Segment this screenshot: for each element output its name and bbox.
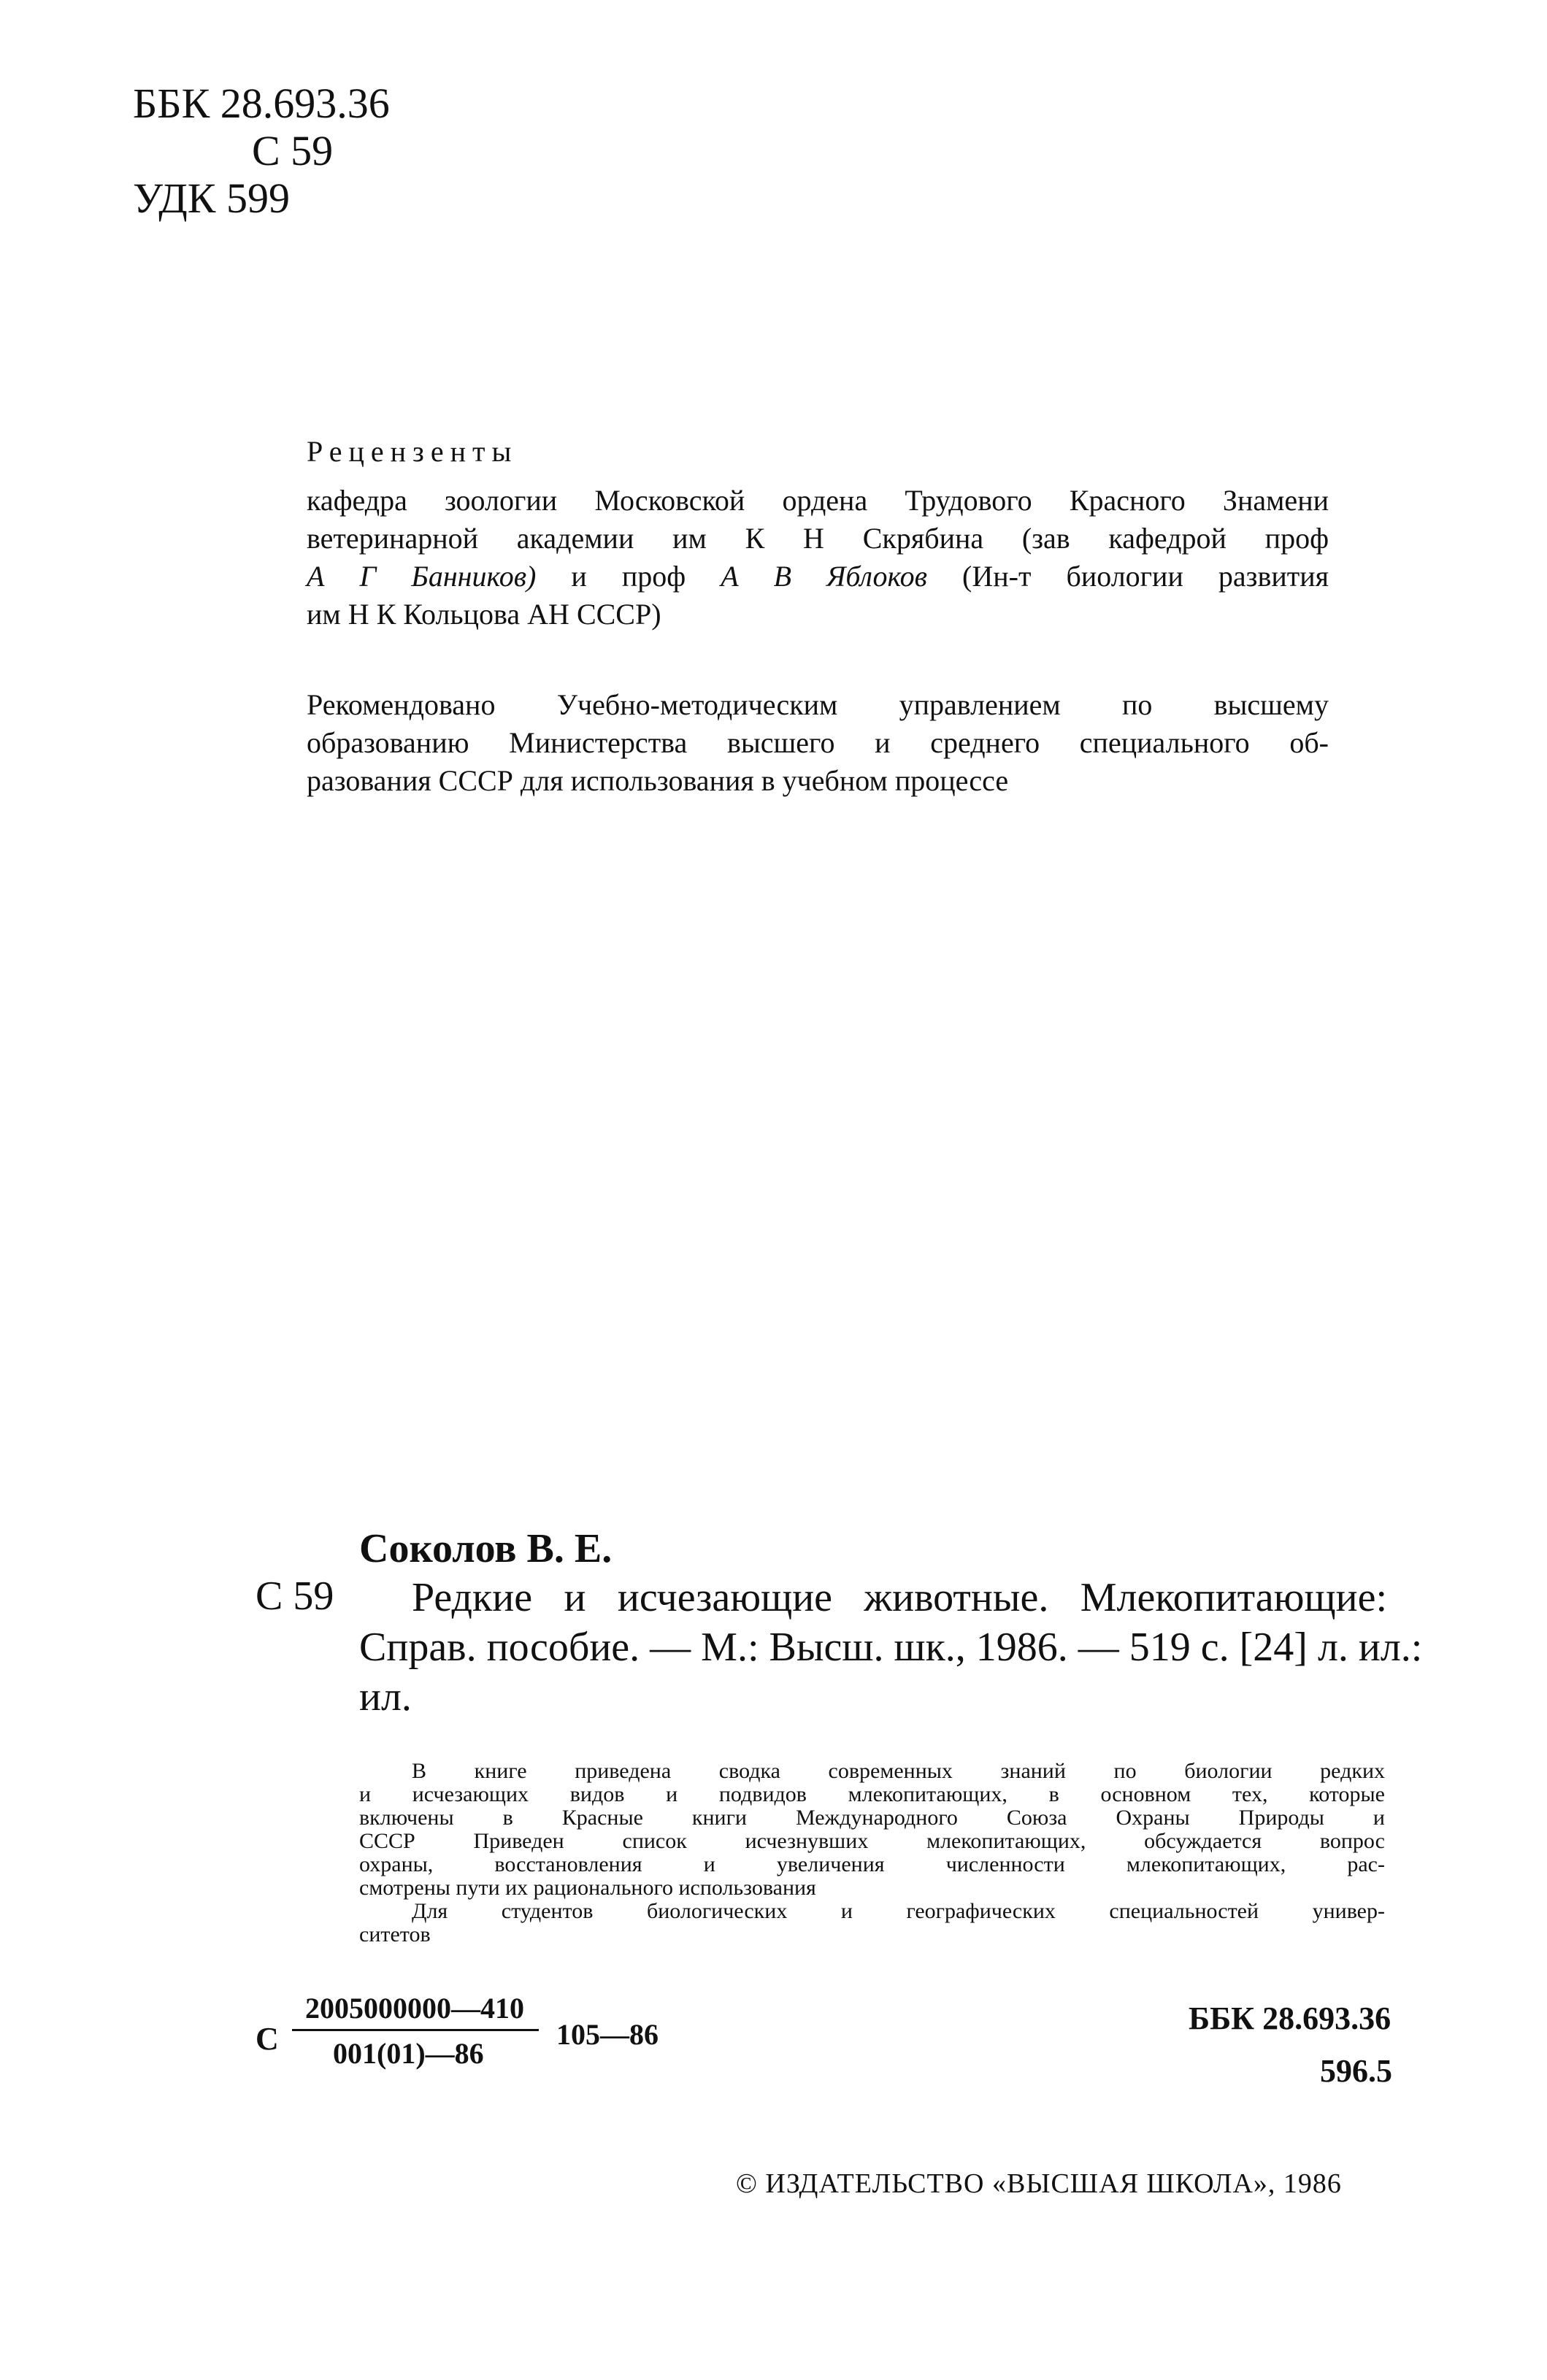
annotation-line: смотрены пути их рационального использования	[359, 1876, 816, 1900]
reviewers-line: (Ин-т биологии развития	[962, 560, 1329, 593]
recommendation-line: Рекомендовано Учебно-методическим управлением по высшему	[307, 688, 1329, 721]
book-author: Соколов В. Е.	[359, 1526, 613, 1571]
annotation-line: В книге приведена сводка современных знаний по биологии редких	[412, 1759, 1385, 1783]
reviewers-connector: и проф	[571, 560, 686, 593]
reviewers-line-mixed	[307, 558, 1329, 596]
recommendation-line: образованию Министерства высшего и среднего специального об-	[307, 726, 1329, 759]
reviewers-heading: Рецензенты	[307, 435, 518, 468]
recommendation-block	[307, 686, 1329, 800]
reviewers-line: ветеринарной академии им К Н Скрябина (зав кафедрой проф	[307, 522, 1329, 555]
catalog-order: 105—86	[556, 2018, 659, 2051]
catalog-numerator: 2005000000—410	[305, 1992, 524, 2025]
catalog-denominator: 001(01)—86	[333, 2037, 484, 2070]
author-mark: С 59	[252, 127, 334, 174]
bib-line: Редкие и исчезающие животные. Млекопитающие:	[412, 1575, 1387, 1620]
call-number: С 59	[256, 1574, 334, 1619]
reviewer-name-italic: А Г Банников)	[307, 560, 537, 593]
udk-index: УДК 599	[133, 174, 290, 222]
bbk-index-bottom: ББК 28.693.36	[1189, 2000, 1391, 2036]
annotation-line: СССР Приведен список исчезнувших млекопитающих, обсуждается вопрос	[359, 1829, 1385, 1853]
annotation-line: и исчезающих видов и подвидов млекопитающих, в основном тех, которые	[359, 1782, 1385, 1806]
annotation-line: включены в Красные книги Международного Союза Охраны Природы и	[359, 1806, 1385, 1830]
reviewers-line: им Н К Кольцова АН СССР)	[307, 598, 661, 631]
annotation-line: ситетов	[359, 1922, 431, 1946]
annotation-block	[359, 1760, 1385, 1946]
recommendation-line: разования СССР для использования в учебном процессе	[307, 764, 1009, 797]
fraction-bar	[292, 2029, 539, 2031]
catalog-letter: С	[256, 2021, 279, 2057]
reviewers-line: кафедра зоологии Московской ордена Трудового Красного Знамени	[307, 484, 1329, 517]
annotation-line: охраны, восстановления и увеличения численности млекопитающих, рас-	[359, 1852, 1385, 1876]
bib-line: Справ. пособие. — М.: Высш. шк., 1986. — 519 с. [24] л. ил.:	[359, 1625, 1423, 1670]
bib-line: ил.	[359, 1674, 412, 1719]
reviewers-block	[307, 482, 1329, 633]
bibliographic-description	[359, 1573, 1423, 1722]
annotation-line: Для студентов биологических и географических специальностей универ-	[412, 1899, 1385, 1923]
reviewer-name-italic: А В Яблоков	[721, 560, 927, 593]
bbk-index: ББК 28.693.36	[133, 80, 390, 127]
copyright-line: © ИЗДАТЕЛЬСТВО «ВЫСШАЯ ШКОЛА», 1986	[736, 2168, 1342, 2199]
class-number: 596.5	[1320, 2053, 1392, 2089]
